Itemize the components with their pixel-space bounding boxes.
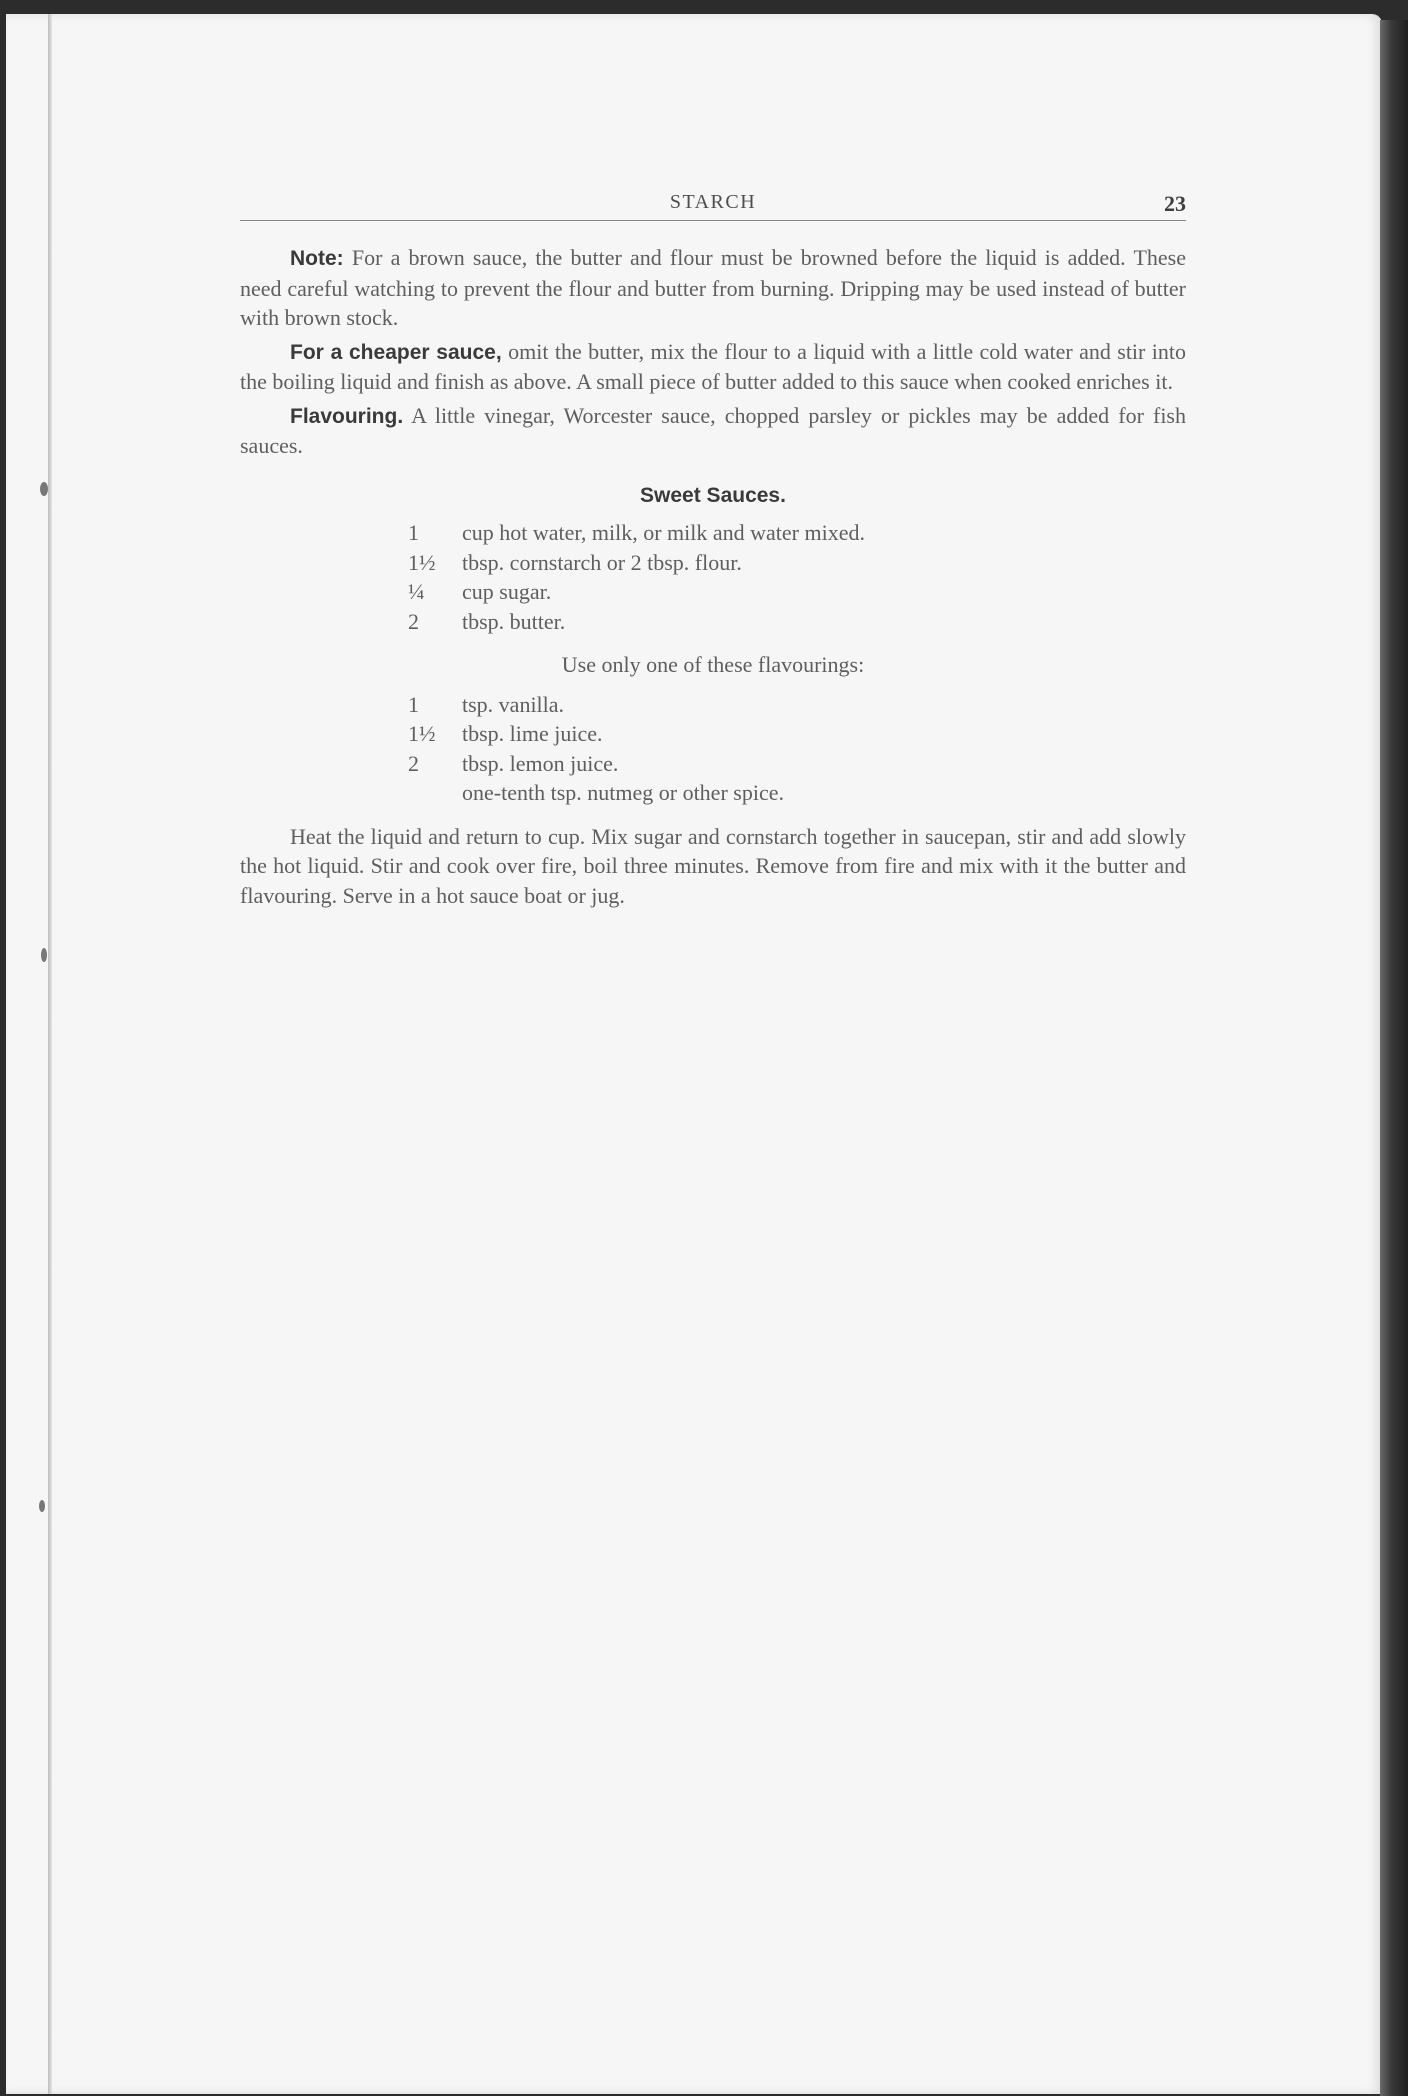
flavouring-lead: Flavouring. [290, 404, 404, 428]
list-item [408, 778, 1186, 808]
note-paragraph [240, 243, 1186, 333]
list-item [408, 749, 1186, 779]
running-head: STARCH [669, 191, 757, 213]
method-paragraph: Heat the liquid and return to cup. Mix sugar and cornstarch together in saucepan, stir and add slowly the hot liquid. Stir and cook over fire, boil three minutes. Remove from fire and mix with it the butter and flavouring. Serve in a hot sauce boat or jug. [240, 823, 1186, 908]
ingredient-text: tbsp. butter. [462, 608, 566, 634]
page-number: 23 [1164, 191, 1186, 216]
flavouring-list [408, 690, 1186, 808]
flavouring-paragraph [240, 401, 1186, 461]
flavouring-quantity: 1 [408, 691, 419, 717]
ingredient-quantity: ¼ [408, 579, 425, 604]
flavouring-text: tsp. vanilla. [462, 691, 565, 717]
page-header [240, 184, 1186, 221]
note-lead: Note: [290, 247, 344, 270]
sweet-sauces-heading: Sweet Sauces. [640, 483, 786, 507]
cheaper-sauce-paragraph [240, 337, 1186, 397]
ingredient-text: tbsp. cornstarch or 2 tbsp. flour. [462, 549, 742, 575]
flavouring-quantity: 2 [408, 750, 419, 776]
flavouring-text: A little vinegar, Worcester sauce, chopped parsley or pickles may be added for fish sauces. [240, 402, 1186, 458]
page-gutter [48, 14, 52, 2094]
list-item [408, 690, 1186, 720]
flavouring-quantity: 1½ [408, 721, 436, 746]
flavouring-instruction: Use only one of these flavourings: [561, 652, 865, 677]
cheaper-sauce-text: omit the butter, mix the flour to a liquid with a little cold water and stir into the boiling liquid and finish as above. A small piece of butter added to this sauce when cooked enriches it. [240, 338, 1187, 394]
flavouring-text: tbsp. lime juice. [462, 721, 603, 746]
ingredient-quantity: 1 [408, 520, 419, 545]
list-item [408, 719, 1186, 749]
speck [40, 482, 48, 496]
ingredient-text: cup hot water, milk, or milk and water mixed. [462, 520, 865, 545]
flavouring-text: one-tenth tsp. nutmeg or other spice. [462, 780, 784, 805]
ingredient-quantity: 2 [408, 608, 419, 634]
flavouring-text: tbsp. lemon juice. [462, 750, 619, 776]
ingredient-list [408, 518, 1186, 636]
note-text: For a brown sauce, the butter and flour must be browned before the liquid is added. These need careful watching to prevent the flour and butter from burning. Dripping may be used instead of butter with brown stock. [240, 245, 1186, 330]
speck [41, 948, 47, 962]
book-edge [1380, 20, 1408, 2096]
speck [39, 1500, 45, 1512]
cheaper-sauce-lead: For a cheaper sauce, [290, 340, 502, 364]
ingredient-quantity: 1½ [408, 549, 436, 575]
list-item [408, 577, 1186, 607]
ingredient-text: cup sugar. [462, 579, 552, 604]
list-item [408, 607, 1186, 637]
list-item [408, 548, 1186, 578]
list-item [408, 518, 1186, 548]
page-content [240, 184, 1186, 910]
